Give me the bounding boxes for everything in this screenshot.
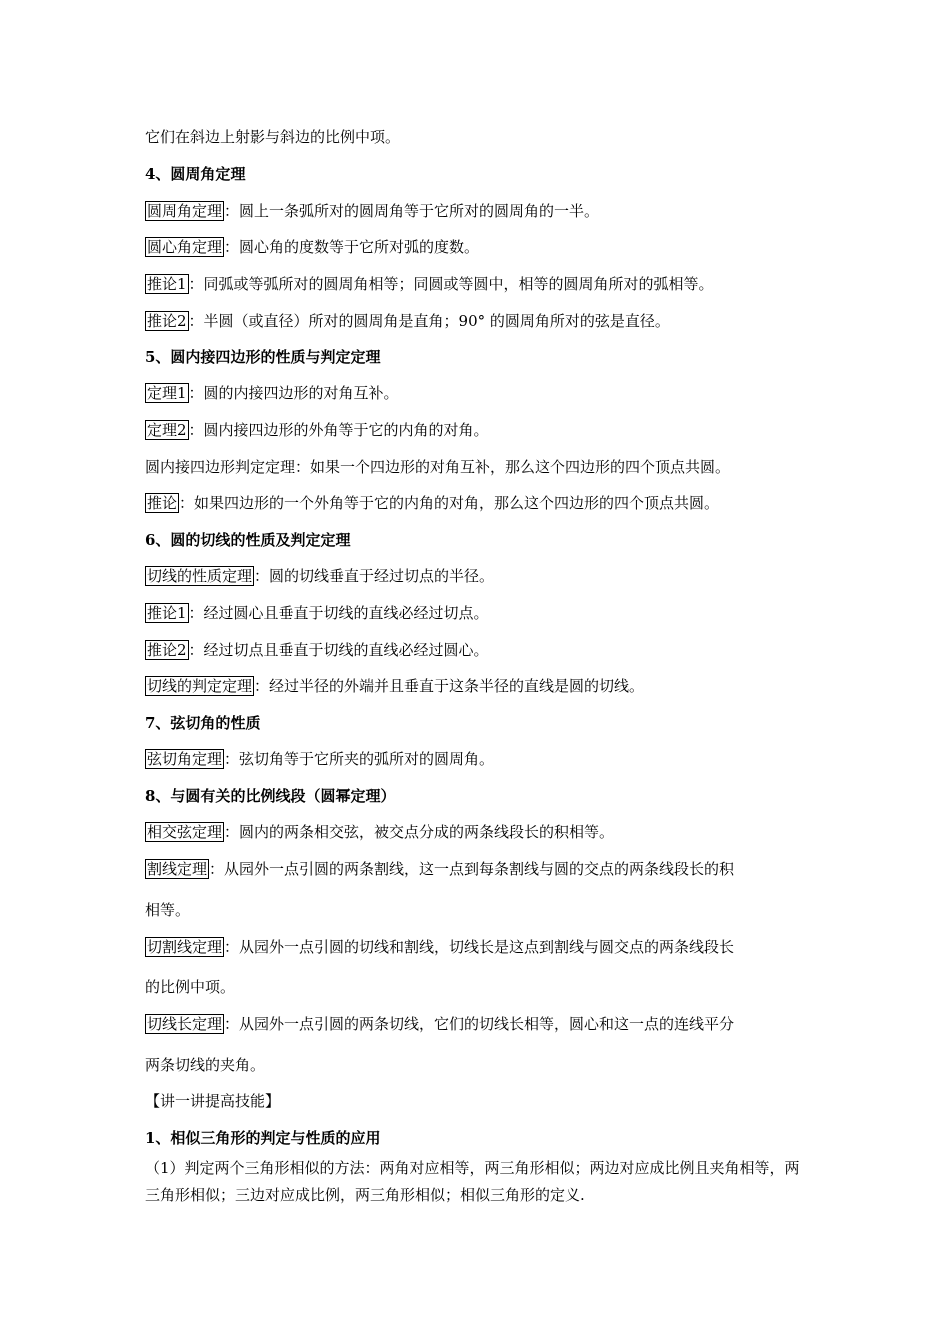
theorem-line: 推论1 ：经过圆心且垂直于切线的直线必经过切点。 (147, 604, 489, 622)
theorem-label: 定理2 (147, 421, 187, 439)
text-line: 两条切线的夹角。 (145, 1056, 266, 1074)
section-heading: 4、圆周角定理 (145, 165, 246, 183)
text-line: 的比例中项。 (145, 978, 236, 996)
theorem-line: 弦切角定理 ：弦切角等于它所夹的弧所对的圆周角。 (147, 750, 495, 768)
theorem-label: 推论2 (147, 641, 187, 659)
theorem-line: 推论2 ：半圆（或直径）所对的圆周角是直角；90° 的圆周角所对的弦是直径。 (147, 312, 670, 330)
theorem-line: 相交弦定理 ：圆内的两条相交弦，被交点分成的两条线段长的积相等。 (147, 823, 615, 841)
section-heading: 5、圆内接四边形的性质与判定定理 (145, 348, 381, 366)
theorem-label: 推论1 (147, 275, 187, 293)
theorem-line: 割线定理 ：从园外一点引圆的两条割线，这一点到每条割线与圆的交点的两条线段长的积 (147, 860, 735, 878)
theorem-label: 推论 (147, 494, 178, 512)
section-heading: 6、圆的切线的性质及判定定理 (145, 531, 351, 549)
theorem-line: 定理1 ：圆的内接四边形的对角互补。 (147, 384, 399, 402)
theorem-line: 推论 ：如果四边形的一个外角等于它的内角的对角，那么这个四边形的四个顶点共圆。 (147, 494, 720, 512)
theorem-line: 切线的判定定理 ：经过半径的外端并且垂直于这条半径的直线是圆的切线。 (147, 677, 645, 695)
theorem-line: 推论1 ：同弧或等弧所对的圆周角相等；同圆或等圆中，相等的圆周角所对的弧相等。 (147, 275, 714, 293)
section-heading: 1、相似三角形的判定与性质的应用 (145, 1129, 381, 1147)
theorem-line: 圆心角定理 ：圆心角的度数等于它所对弧的度数。 (147, 238, 480, 256)
theorem-label: 相交弦定理 (147, 823, 223, 841)
theorem-label: 圆周角定理 (147, 202, 223, 220)
theorem-label: 割线定理 (147, 860, 208, 878)
theorem-label: 切线的性质定理 (147, 567, 253, 585)
theorem-label: 切线的判定定理 (147, 677, 253, 695)
section-heading: 8、与圆有关的比例线段（圆幂定理） (145, 787, 396, 805)
theorem-label: 推论1 (147, 604, 187, 622)
theorem-label: 弦切角定理 (147, 750, 223, 768)
theorem-label: 推论2 (147, 312, 187, 330)
theorem-line: 切线的性质定理 ：圆的切线垂直于经过切点的半径。 (147, 567, 495, 585)
theorem-line: 切线长定理 ：从园外一点引圆的两条切线，它们的切线长相等，圆心和这一点的连线平分 (147, 1015, 735, 1033)
text-line: 圆内接四边形判定定理：如果一个四边形的对角互补，那么这个四边形的四个顶点共圆。 (145, 458, 731, 476)
theorem-line: 圆周角定理 ：圆上一条弧所对的圆周角等于它所对的圆周角的一半。 (147, 202, 600, 220)
subsection-marker: 【讲一讲提高技能】 (145, 1092, 281, 1110)
theorem-label: 圆心角定理 (147, 238, 223, 256)
section-heading: 7、弦切角的性质 (145, 714, 261, 732)
paragraph: （1）判定两个三角形相似的方法：两角对应相等，两三角形相似；两边对应成比例且夹角相等，两三角形相似；三边对应成比例，两三角形相似；相似三角形的定义. (145, 1159, 800, 1204)
theorem-line: 定理2 ：圆内接四边形的外角等于它的内角的对角。 (147, 421, 489, 439)
theorem-label: 切线长定理 (147, 1015, 223, 1033)
theorem-label: 定理1 (147, 384, 187, 402)
theorem-label: 切割线定理 (147, 938, 223, 956)
text-line: 它们在斜边上射影与斜边的比例中项。 (145, 128, 401, 146)
theorem-line: 切割线定理 ：从园外一点引圆的切线和割线，切线长是这点到割线与圆交点的两条线段长 (147, 938, 735, 956)
theorem-line: 推论2 ：经过切点且垂直于切线的直线必经过圆心。 (147, 641, 489, 659)
text-line: 相等。 (145, 901, 191, 919)
